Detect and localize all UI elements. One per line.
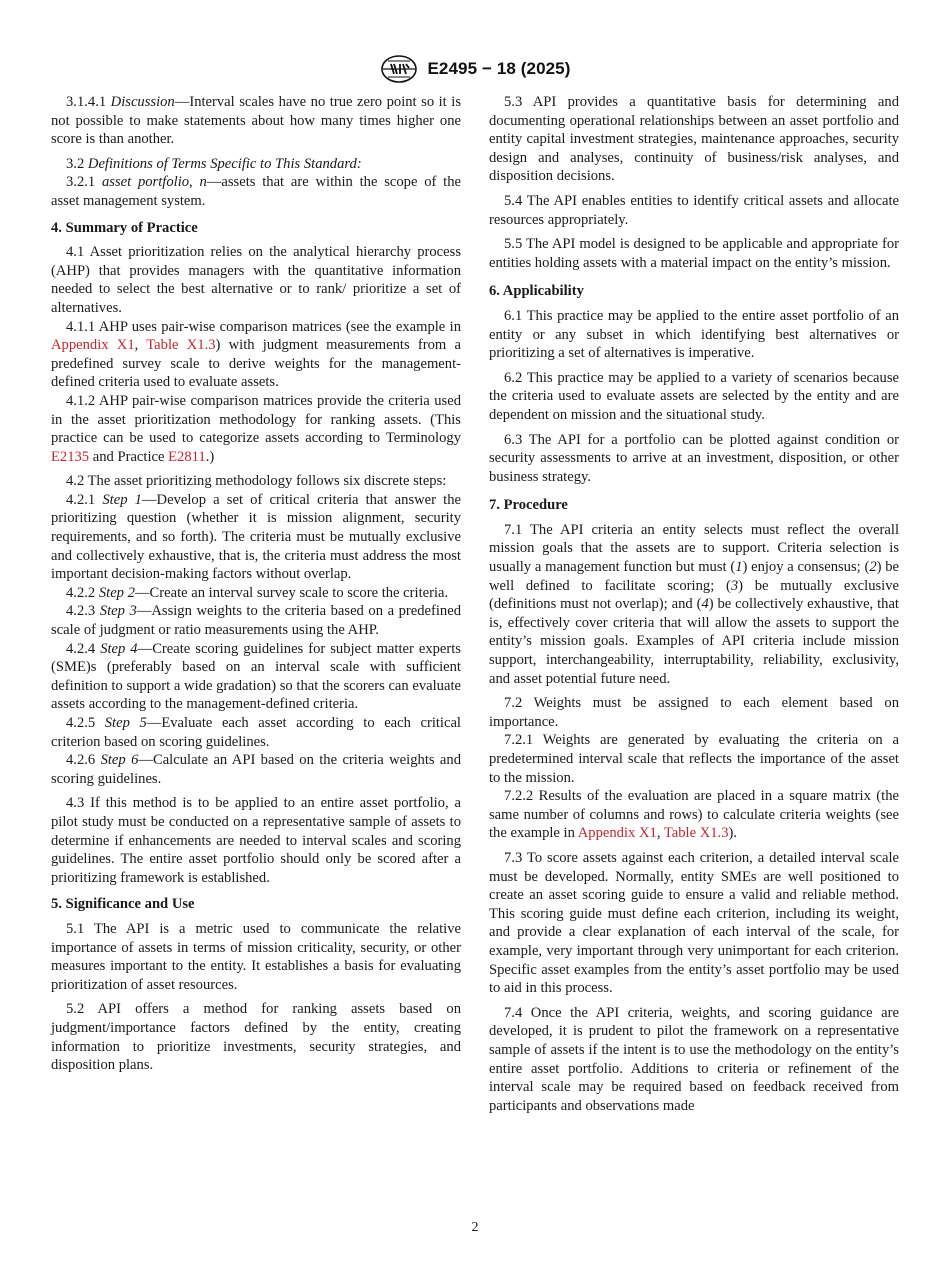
paragraph-5-5: 5.5 The API model is designed to be applicable and appropriate for entities holding assets with a material impact on the entity’s mission.: [489, 236, 899, 271]
paragraph-4-1-1: 4.1.1 AHP uses pair-wise comparison matrices (see the example in Appendix X1, Table X1.3) with judgment measurements from a predefined survey scale to derive weights for the management-defined criteria used to evaluate assets.: [51, 318, 461, 391]
paragraph-4-2-2: 4.2.2 Step 2—Create an interval survey scale to score the criteria.: [66, 584, 449, 601]
paragraph-6-3: 6.3 The API for a portfolio can be plotted against condition or security assessments to arrive at an investment, disposition, or other business strategy.: [489, 431, 899, 485]
paragraph-5-4: 5.4 The API enables entities to identify critical assets and allocate resources appropriately.: [489, 192, 899, 228]
paragraph-4-2-3: 4.2.3 Step 3—Assign weights to the criteria based on a predefined scale of judgment or ratio measurements using the AHP.: [51, 603, 462, 639]
paragraph-4-2-4: 4.2.4 Step 4—Create scoring guidelines for subject matter experts (SME)s (preferably based on an interval scale with sufficient definition to support a wide gradation) so that the scorers can evaluate assets according to the management-defined criteria.: [51, 640, 461, 713]
section-5-heading: 5. Significance and Use: [51, 896, 195, 913]
paragraph-3-1-4-1: 3.1.4.1 Discussion—Interval scales have no true zero point so it is not possible to make statements about how many times higher one score is than another.: [51, 94, 461, 148]
section-6-heading: 6. Applicability: [489, 283, 584, 300]
paragraph-5-3: 5.3 API provides a quantitative basis for determining and documenting operational relationships between an asset portfolio and entity capital investment strategies, maintenance approaches, security design and analyses, continuity of business/risk analyses, and disposition decisions.: [489, 94, 899, 185]
paragraph-6-1: 6.1 This practice may be applied to the entire asset portfolio of an entity or any subset in which identifying best alternatives or prioritizing a set of alternatives is imperative.: [489, 307, 899, 362]
section-4-heading: 4. Summary of Practice: [51, 219, 198, 236]
paragraph-4-1-2: 4.1.2 AHP pair-wise comparison matrices provide the criteria used in the asset prioritization methodology for ranking assets. (This practice can be used to categorize assets according to Terminology E2135 and Practice E2811.): [51, 392, 461, 465]
left-column: [51, 93, 461, 1075]
paragraph-6-2: 6.2 This practice may be applied to a variety of scenarios because the criteria used to evaluate assets are selected by the entity and are dependent on mission and the situational study.: [489, 369, 899, 423]
paragraph-3-2: 3.2 Definitions of Terms Specific to This Standard:: [66, 155, 362, 172]
document-id: E2495 − 18 (2025): [427, 59, 571, 78]
paragraph-7-4: 7.4 Once the API criteria, weights, and scoring guidance are developed, it is prudent to pilot the framework on a representative sample of assets if the intent is to use the methodology on the entity’s entire asset portfolio. Additions to criteria or refinement of the interval scale may be required based on feedback received from participants and observations made: [489, 1004, 899, 1114]
appendix-x1-link[interactable]: Appendix X1: [577, 825, 657, 842]
table-x1-3-link[interactable]: Table X1.3: [146, 337, 216, 354]
paragraph-4-2-5: 4.2.5 Step 5—Evaluate each asset according to each critical criterion based on scoring guidelines.: [51, 715, 461, 750]
paragraph-4-2: 4.2 The asset prioritizing methodology follows six discrete steps:: [66, 473, 447, 490]
paragraph-7-2-1: 7.2.1 Weights are generated by evaluating the criteria on a predetermined interval scale that reflects the importance of the asset to the mission.: [489, 732, 899, 786]
section-7-heading: 7. Procedure: [489, 497, 568, 514]
appendix-x1-link[interactable]: Appendix X1: [51, 337, 135, 354]
paragraph-7-1: 7.1 The API criteria an entity selects must reflect the overall mission goals that the assets are to support. Criteria selection is usually a management function but must (1) enjoy a consensus; (2) be well defined to facilitate scoring; (3) be mutually exclusive (definitions must not overlap); and (4) be collectively exhaustive, that is, effectively cover criteria that will allow the assets to support the entity’s mission goals. Examples of API criteria include mission support, interchangeability, interruptability, reliability, exclusivity, and asset potential future need.: [489, 521, 900, 687]
paragraph-4-1: 4.1 Asset prioritization relies on the analytical hierarchy process (AHP) that provides managers with the quantitative information needed to select the best alternative or to rank/ prioritize a set of alternatives.: [51, 244, 461, 316]
paragraph-7-2-2: 7.2.2 Results of the evaluation are placed in a square matrix (the same number of columns and rows) to calculate criteria weights (see the example in Appendix X1, Table X1.3).: [489, 788, 899, 842]
right-column: [489, 93, 899, 1115]
paragraph-3-2-1: 3.2.1 asset portfolio, n—assets that are within the scope of the asset management system.: [51, 174, 462, 209]
astm-logo-icon: [379, 54, 419, 84]
paragraph-4-2-1: 4.2.1 Step 1—Develop a set of critical criteria that answer the prioritizing question (whether it is mission alignment, security requirements, and so forth). The criteria must be mutually exclusive and collectively exhaustive, that is, the criteria must address the most important decision-making factors without overlap.: [51, 491, 462, 583]
page-header: [0, 54, 950, 84]
paragraph-4-3: 4.3 If this method is to be applied to an entire asset portfolio, a pilot study must be conducted on a representative sample of assets to determine if enhancements are needed to interval scales and scoring guidelines. The entire asset portfolio should only be scored after a prioritizing framework is established.: [51, 795, 461, 886]
paragraph-5-2: 5.2 API offers a method for ranking assets based on judgment/importance factors defined by the entity, creating information to prioritize investments, security strategies, and disposition plans.: [51, 1001, 461, 1074]
e2135-link[interactable]: E2135: [51, 448, 90, 465]
paragraph-7-3: 7.3 To score assets against each criterion, a detailed interval scale must be developed. Normally, entity SMEs are well positioned to create an asset scoring guide to ensure a valid and reliable method. This scoring guide must define each criterion, including its weight, and provide a clear explanation of each interval of the scale, for example, very important through very unimportant for each criterion. Specific asset examples from the entity’s asset portfolio may be used to aid in this process.: [489, 849, 899, 997]
page-number: 2: [471, 1220, 479, 1235]
paragraph-7-2: 7.2 Weights must be assigned to each element based on importance.: [489, 695, 899, 730]
paragraph-4-2-6: 4.2.6 Step 6—Calculate an API based on the criteria weights and scoring guidelines.: [51, 752, 461, 787]
e2811-link[interactable]: E2811: [168, 448, 206, 465]
table-x1-3-link[interactable]: Table X1.3: [663, 825, 729, 842]
paragraph-5-1: 5.1 The API is a metric used to communicate the relative importance of assets in terms of mission criticality, security, or other measures important to the entity. It establishes a basis for evaluating prioritization of asset resources.: [51, 920, 461, 993]
